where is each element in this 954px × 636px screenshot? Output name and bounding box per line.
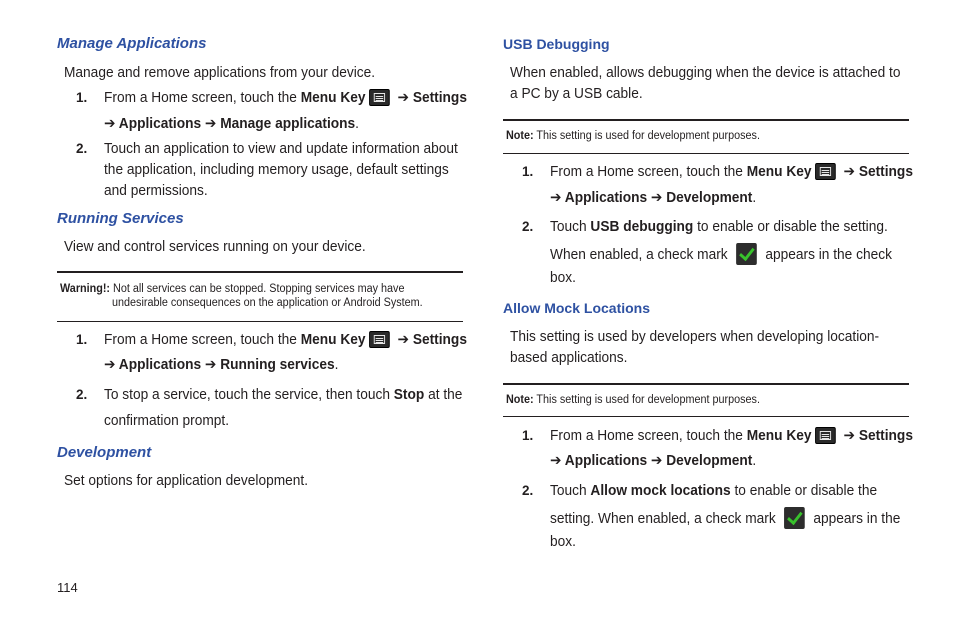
step-number: 2. bbox=[522, 483, 534, 498]
allow-mock-locations-heading: Allow Mock Locations bbox=[503, 300, 651, 316]
mock-step2-line1: Touch Allow mock locations to enable or disable the bbox=[550, 483, 878, 499]
usb-note-box bbox=[503, 119, 909, 154]
manage-step2-line2: the application, including memory usage, default settings bbox=[104, 162, 449, 178]
mock-step1-line2: ➔ Applications ➔ Development. bbox=[550, 453, 757, 469]
manage-step2-line3: and permissions. bbox=[104, 183, 208, 199]
step-number: 1. bbox=[76, 332, 88, 347]
mock-intro-line2: based applications. bbox=[510, 350, 628, 366]
usb-step2-line1: Touch USB debugging to enable or disable the setting. bbox=[550, 219, 888, 235]
mock-step2-line2: setting. When enabled, a check mark appears in the bbox=[550, 507, 900, 530]
usb-intro-line1: When enabled, allows debugging when the device is attached to bbox=[510, 65, 901, 81]
step-number: 1. bbox=[76, 90, 88, 105]
mock-step1-line1: From a Home screen, touch the Menu Key ➔ Settings bbox=[550, 428, 913, 444]
mock-note-text: Note: This setting is used for development purposes. bbox=[506, 394, 760, 406]
manage-step1-line1: From a Home screen, touch the Menu Key ➔ Settings bbox=[104, 90, 467, 106]
manage-applications-heading: Manage Applications bbox=[57, 35, 207, 52]
warning-box bbox=[57, 271, 463, 322]
usb-step2-line2: When enabled, a check mark appears in the check bbox=[550, 243, 892, 266]
menu-key-icon bbox=[815, 427, 836, 444]
menu-key-icon bbox=[815, 163, 836, 180]
step-number: 2. bbox=[76, 387, 88, 402]
mock-step2-line3: box. bbox=[550, 534, 576, 550]
mock-intro-line1: This setting is used by developers when developing location- bbox=[510, 329, 880, 345]
running-step1-line1: From a Home screen, touch the Menu Key ➔ Settings bbox=[104, 332, 467, 348]
warning-line1: Warning!: Not all services can be stopped. Stopping services may have bbox=[60, 283, 405, 295]
mock-note-box bbox=[503, 383, 909, 417]
usb-step1-line2: ➔ Applications ➔ Development. bbox=[550, 190, 757, 206]
manage-applications-intro: Manage and remove applications from your device. bbox=[64, 65, 376, 81]
development-heading: Development bbox=[57, 444, 152, 461]
manage-step2-line1: Touch an application to view and update information about bbox=[104, 141, 458, 157]
check-mark-icon bbox=[784, 507, 805, 529]
manage-step1-line2: ➔ Applications ➔ Manage applications. bbox=[104, 116, 359, 132]
warning-line2: undesirable consequences on the application or Android System. bbox=[112, 297, 423, 309]
running-step2-line2: confirmation prompt. bbox=[104, 413, 230, 429]
usb-step2-line3: box. bbox=[550, 270, 576, 286]
step-number: 2. bbox=[522, 219, 534, 234]
step-number: 1. bbox=[522, 164, 534, 179]
page-number: 114 bbox=[57, 580, 78, 595]
step-number: 2. bbox=[76, 141, 88, 156]
usb-note-text: Note: This setting is used for development purposes. bbox=[506, 130, 760, 142]
usb-step1-line1: From a Home screen, touch the Menu Key ➔ Settings bbox=[550, 164, 913, 180]
running-services-heading: Running Services bbox=[57, 210, 184, 227]
running-step1-line2: ➔ Applications ➔ Running services. bbox=[104, 357, 339, 373]
menu-key-icon bbox=[369, 331, 390, 348]
usb-intro-line2: a PC by a USB cable. bbox=[510, 86, 643, 102]
step-number: 1. bbox=[522, 428, 534, 443]
menu-key-icon bbox=[369, 89, 390, 106]
running-step2-line1: To stop a service, touch the service, then touch Stop at the bbox=[104, 387, 463, 403]
check-mark-icon bbox=[736, 243, 757, 265]
usb-debugging-heading: USB Debugging bbox=[503, 36, 610, 52]
running-services-intro: View and control services running on your device. bbox=[64, 239, 366, 255]
development-intro: Set options for application development. bbox=[64, 473, 309, 489]
